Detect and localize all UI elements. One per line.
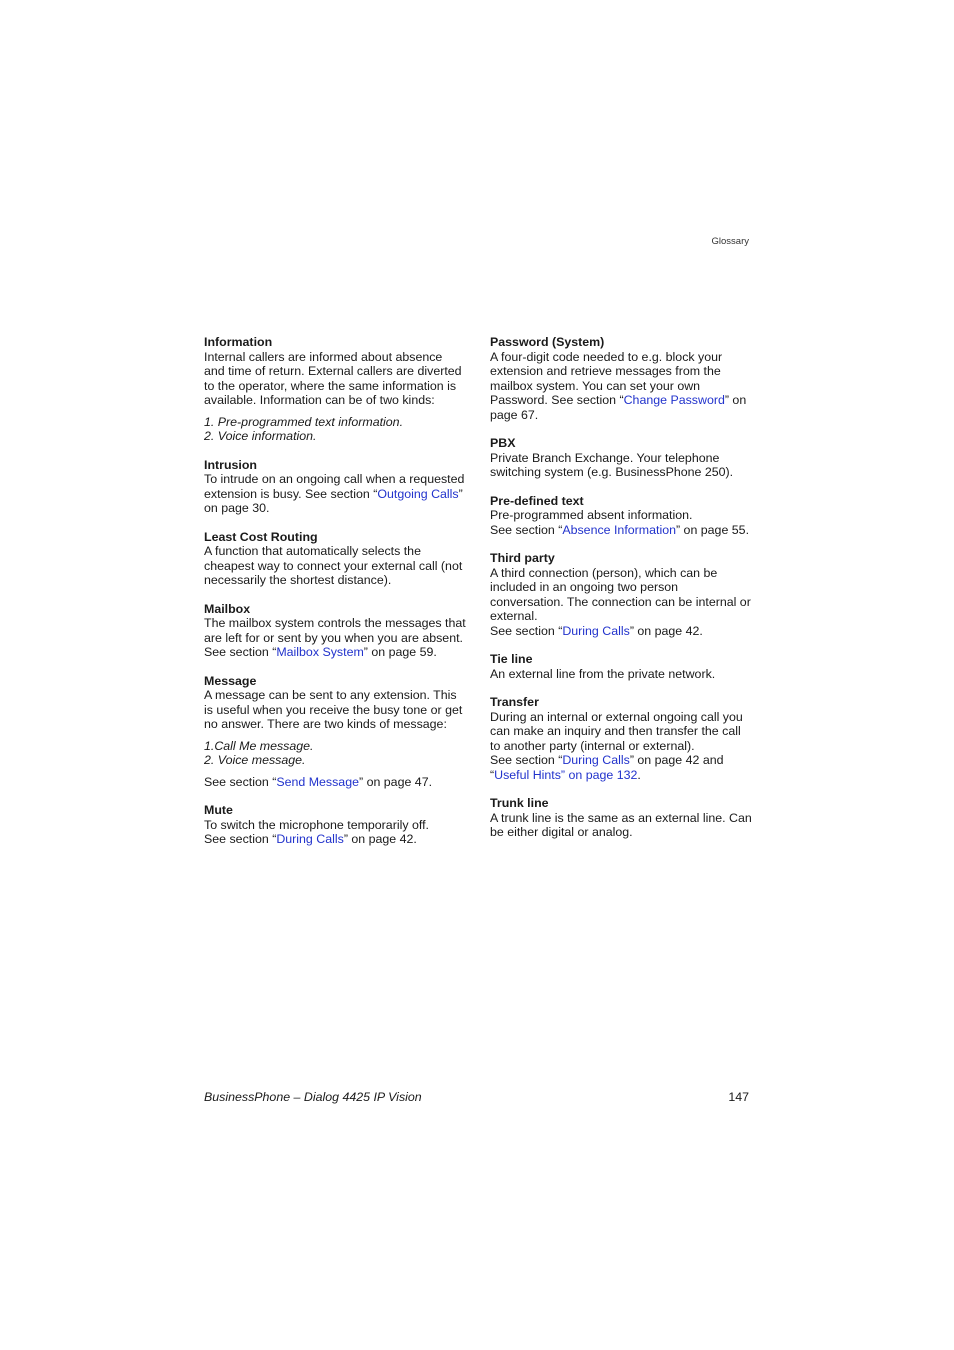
term-heading: Information	[204, 335, 273, 349]
definition: Private Branch Exchange. Your telephone switching system (e.g. BusinessPhone 250).	[490, 450, 734, 479]
definition	[490, 350, 754, 423]
see-also	[490, 753, 754, 782]
entry-predefined-text	[490, 494, 754, 538]
definition: During an internal or external ongoing call you can make an inquiry and then transfer the call to another party (internal or external).	[490, 709, 743, 753]
entry-mailbox	[204, 602, 466, 660]
definition: Internal callers are informed about absence and time of return. External callers are diverted to the operator, where the same information is available. Information can be of two kinds:	[204, 349, 462, 407]
definition: A third connection (person), which can be included in an ongoing two person conversation. The connection can be internal or external.	[490, 565, 751, 623]
definition	[204, 616, 466, 660]
entry-tie-line	[490, 652, 754, 681]
term-heading: Message	[204, 673, 257, 688]
definition-text: ” on page 59.	[363, 645, 437, 659]
term-heading: Mailbox	[204, 601, 251, 616]
entry-intrusion	[204, 458, 466, 516]
useful-hints-link[interactable]: Useful Hints” on page 132	[494, 767, 638, 782]
definition-text: ” on page 42 and “	[490, 753, 724, 782]
term-heading: Trunk line	[490, 796, 549, 810]
definition-text: ” on page 30.	[204, 486, 463, 515]
entry-information	[204, 335, 466, 444]
right-column	[490, 335, 754, 854]
list-item: 1. Pre-programmed text information.	[204, 414, 404, 429]
definition-text: ” on page 67.	[490, 393, 747, 422]
entry-transfer	[490, 695, 754, 782]
see-also	[490, 624, 754, 639]
see-also	[204, 775, 466, 790]
entry-trunk-line	[490, 796, 754, 840]
definition-text: ” on page 47.	[359, 774, 433, 789]
term-heading: Least Cost Routing	[204, 529, 318, 544]
definition-text: To intrude on an ongoing call when a requested extension is busy. See section “	[204, 472, 465, 501]
definition-text: A four-digit code needed to e.g. block your extension and retrieve messages from the mailbox system. You can set your own Password. See section “	[490, 349, 723, 407]
term-heading: PBX	[490, 436, 516, 450]
definition-text: ” on page 42.	[343, 832, 417, 846]
list-item: 2. Voice information.	[204, 429, 317, 443]
list-item: 2. Voice message.	[204, 753, 306, 767]
definition-list	[204, 739, 466, 768]
entry-mute	[204, 803, 466, 847]
absence-information-link[interactable]: Absence Information	[562, 522, 676, 537]
running-title: Glossary	[711, 236, 749, 247]
left-column	[204, 335, 466, 861]
during-calls-link[interactable]: During Calls	[276, 832, 344, 846]
list-item: 1.Call Me message.	[204, 738, 314, 753]
change-password-link[interactable]: Change Password	[623, 393, 725, 407]
definition-text: See section “	[490, 522, 563, 537]
outgoing-calls-link[interactable]: Outgoing Calls	[377, 486, 459, 501]
definition-text: The mailbox system controls the messages that are left for or sent by you when you are absent. See section “	[204, 616, 466, 659]
term-heading: Pre-defined text	[490, 493, 584, 508]
definition-text: See section “	[204, 774, 277, 789]
mailbox-system-link[interactable]: Mailbox System	[276, 645, 364, 659]
definition: Pre-programmed absent information.	[490, 508, 693, 522]
entry-least-cost-routing	[204, 530, 466, 588]
definition: A function that automatically selects the cheapest way to connect your external call (not necessarily the shortest distance).	[204, 544, 463, 587]
term-heading: Third party	[490, 551, 555, 565]
term-heading: Password (System)	[490, 335, 605, 349]
definition: A trunk line is the same as an external line. Can be either digital or analog.	[490, 810, 752, 839]
see-also	[490, 523, 754, 538]
during-calls-link[interactable]: During Calls	[562, 753, 630, 767]
definition-text: See section “	[204, 832, 277, 846]
see-also	[204, 832, 466, 847]
definition-list	[204, 415, 466, 444]
footer-product-name: BusinessPhone – Dialog 4425 IP Vision	[204, 1090, 422, 1104]
definition-text: ” on page 55.	[675, 522, 750, 537]
entry-pbx	[490, 436, 754, 480]
entry-message	[204, 674, 466, 790]
term-heading: Tie line	[490, 652, 533, 666]
page-number: 147	[728, 1090, 749, 1104]
definition-text: See section “	[490, 753, 563, 767]
definition	[204, 472, 466, 516]
definition-text: ” on page 42.	[629, 623, 703, 638]
definition: A message can be sent to any extension. This is useful when you receive the busy tone or get no answer. There are two kinds of message:	[204, 688, 463, 731]
definition-text: .	[637, 767, 641, 782]
entry-third-party	[490, 551, 754, 638]
definition: An external line from the private network.	[490, 666, 716, 681]
term-heading: Mute	[204, 803, 233, 817]
term-heading: Transfer	[490, 695, 539, 709]
entry-password	[490, 335, 754, 422]
during-calls-link[interactable]: During Calls	[562, 623, 630, 638]
send-message-link[interactable]: Send Message	[276, 774, 359, 789]
term-heading: Intrusion	[204, 457, 257, 472]
definition-text: See section “	[490, 623, 563, 638]
definition: To switch the microphone temporarily off.	[204, 817, 429, 832]
